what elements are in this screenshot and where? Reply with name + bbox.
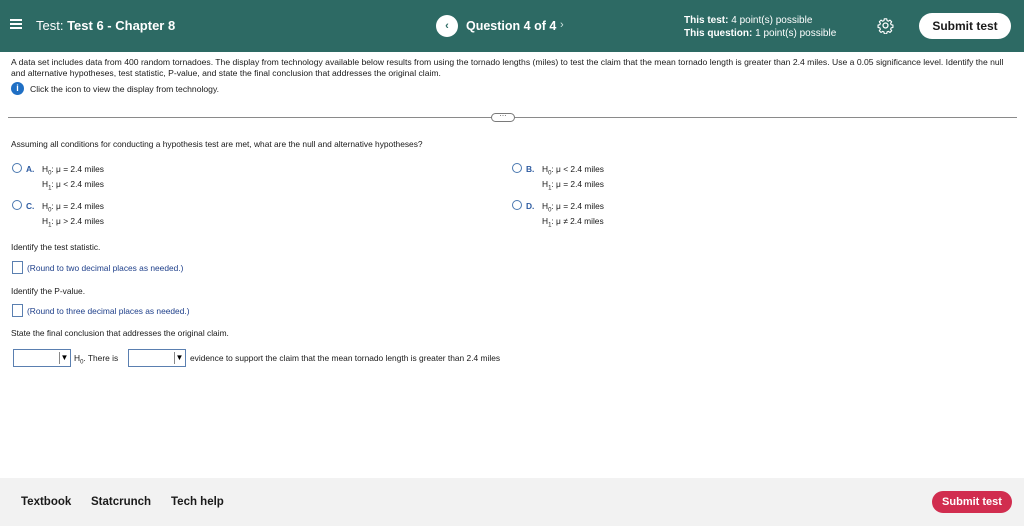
alternative-hypothesis: $H_1$: μ ≠ 2.4 miles [542,216,604,229]
conclusion-prompt: State the final conclusion that addresses the original claim. [11,328,229,338]
choice-a[interactable] [12,162,252,192]
null-hypothesis: $H_0$: μ = 2.4 miles [542,201,604,214]
question-stem: A data set includes data from 400 random tornadoes. The display from technology available below results from using the tornado lengths (miles) to test the claim that the mean tornado length is greater than 2.4 miles. Use a 0.05 significance level. Identify the null and alternative hypotheses, test statistic, P-value, and state the final conclusion that addresses the original claim. [11,57,1004,78]
choice-c[interactable] [12,199,252,229]
this-question-label: This question: [684,28,753,39]
submit-test-button-top[interactable]: Submit test [919,13,1011,39]
null-hypothesis: $H_0$: μ < 2.4 miles [542,164,604,177]
test-statistic-rounding-note: (Round to two decimal places as needed.) [27,263,184,273]
test-statistic-input[interactable] [12,261,23,274]
previous-question-button[interactable]: ‹ [436,15,458,37]
next-question-button[interactable]: › [560,19,564,31]
statcrunch-link[interactable]: Statcrunch [91,496,152,508]
choice-a-radio[interactable] [12,163,22,173]
choice-b-radio[interactable] [512,163,522,173]
view-display-link[interactable]: Click the icon to view the display from technology. [30,84,219,94]
this-question-value: 1 point(s) possible [752,28,837,39]
reject-decision-dropdown[interactable] [13,349,71,367]
null-hypothesis: $H_0$: μ = 2.4 miles [42,201,104,214]
alternative-hypothesis: $H_1$: μ > 2.4 miles [42,216,104,229]
top-header [0,0,1024,52]
p-value-input[interactable] [12,304,23,317]
info-icon[interactable]: i [11,82,24,95]
null-hypothesis: $H_0$: μ = 2.4 miles [42,164,104,177]
question-label[interactable]: Question 4 of 4 [466,19,557,33]
hypotheses-prompt: Assuming all conditions for conducting a hypothesis test are met, what are the null and alternative hypotheses? [11,139,423,149]
this-test-label: This test: [684,15,729,26]
this-test-value: 4 point(s) possible [728,15,813,26]
choice-d[interactable] [512,199,752,229]
alternative-hypothesis: $H_1$: μ < 2.4 miles [42,179,104,192]
p-value-rounding-note: (Round to three decimal places as needed.) [27,306,190,316]
textbook-link[interactable]: Textbook [21,496,72,508]
points-info [684,14,836,40]
choice-letter: B. [526,164,535,174]
test-statistic-prompt: Identify the test statistic. [11,242,101,252]
tech-help-link[interactable]: Tech help [171,496,224,508]
info-row [11,82,219,96]
choice-b[interactable] [512,162,752,192]
p-value-prompt: Identify the P-value. [11,286,86,296]
conclusion-tail-text: evidence to support the claim that the mean tornado length is greater than 2.4 miles [190,353,501,363]
divider-handle[interactable]: ⋯ [491,113,515,122]
settings-gear-icon[interactable] [877,17,894,34]
bottom-toolbar [0,478,1024,526]
choice-c-radio[interactable] [12,200,22,210]
test-title-prefix: Test: [36,18,68,33]
evidence-level-dropdown[interactable] [128,349,186,367]
submit-test-button-bottom[interactable]: Submit test [932,491,1012,513]
choice-letter: D. [526,201,535,211]
alternative-hypothesis: $H_1$: μ = 2.4 miles [542,179,604,192]
choice-d-radio[interactable] [512,200,522,210]
choice-letter: A. [26,164,35,174]
chevron-down-icon: ▼ [60,353,69,362]
question-navigator [436,15,580,37]
conclusion-h0-text: $H_0$. There is [74,353,119,366]
test-title [36,18,175,33]
test-name: Test 6 - Chapter 8 [67,18,176,33]
menu-icon[interactable] [10,19,22,29]
chevron-down-icon: ▼ [175,353,184,362]
choice-letter: C. [26,201,35,211]
